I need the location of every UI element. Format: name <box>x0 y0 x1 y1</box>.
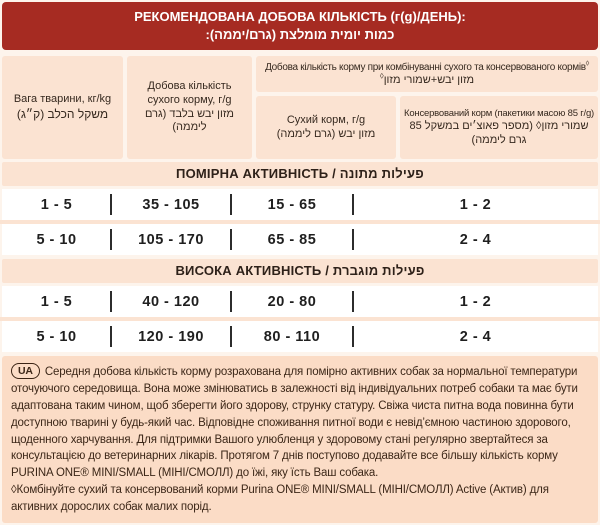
wet-pouches-cell: 2 - 4 <box>459 231 492 248</box>
dry-amount-cell: 35 - 105 <box>142 196 200 213</box>
weight-range-cell: 1 - 5 <box>40 293 73 310</box>
col-header-dry-only <box>127 56 252 159</box>
col-header-combo-wet-he: שמורי מזון◊ (מספר פאוצ׳ים במשקל 85 גרם ליממה) <box>409 119 589 146</box>
footnote-block <box>2 356 598 523</box>
column-divider <box>230 291 232 312</box>
column-divider <box>352 194 354 215</box>
footnote-diamond-icon: ◊ <box>379 70 384 80</box>
column-divider <box>352 229 354 250</box>
column-divider <box>352 326 354 347</box>
col-header-combo-dry-uk: Сухий корм, г/g <box>286 113 366 126</box>
combo-dry-cell: 15 - 65 <box>267 196 317 213</box>
dry-amount-cell: 120 - 190 <box>138 328 204 345</box>
recommended-daily-banner <box>2 2 598 50</box>
weight-range-cell: 1 - 5 <box>40 196 73 213</box>
col-header-combined-he: מזון יבש+שמורי מזון <box>383 73 475 86</box>
column-divider <box>230 194 232 215</box>
footnote-paragraph-1-wrap <box>11 363 589 482</box>
weight-range-cell: 5 - 10 <box>36 328 77 345</box>
col-header-combo-wet-uk: Консервований корм (пакетики масою 85 г/g) <box>404 107 594 119</box>
col-header-combined <box>256 56 598 92</box>
col-header-combined-uk: Добова кількість корму при комбінуванні сухого та консервованого кормів <box>265 61 586 73</box>
section-moderate-activity: ПОМІРНА АКТИВНІСТЬ / פעילות מתונה <box>2 162 598 186</box>
footnote-paragraph-1: Середня добова кількість корму розрахована для помірно активних собак за нормальної температури оточуючого середовища. Вона може змінюватись в залежності від індивідуальних потреб собаки та має бути адаптована таким чином, щоб зберегти його здорову, струнку статуру. Свіжа чиста питна вода повинна бути доступною тварині у будь-який час. Відповідне споживання питної води є невід’ємною частиною здорового, щоденного харчування. Для підтримки Вашого улюбленця у здоровому стані регулярно звертайтеся за консультацією до ветеринарних лікарів. Протягом 7 днів поступово додавайте все більшу кількість корму PURINA ONE® MINI/SMALL (МІНІ/СМОЛЛ) до їжі, яку їсть Ваш собака. <box>11 366 578 480</box>
col-header-combo-wet <box>400 96 598 159</box>
column-divider <box>110 229 112 250</box>
footnote-diamond-icon: ◊ <box>585 60 589 68</box>
col-header-weight <box>2 56 123 159</box>
column-divider <box>110 291 112 312</box>
col-header-combo-dry-he: מזון יבש (גרם ליממה) <box>276 127 376 140</box>
column-divider <box>230 326 232 347</box>
weight-range-cell: 5 - 10 <box>36 231 77 248</box>
column-divider <box>110 194 112 215</box>
section-high-activity: ВИСОКА АКТИВНІСТЬ / פעילות מוגברת <box>2 259 598 283</box>
col-header-dry-only-uk: Добова кількість сухого корму, г/g <box>147 80 232 106</box>
col-header-dry-only-he: מזון יבש בלבד (גרם ליממה) <box>145 107 234 134</box>
column-divider <box>230 229 232 250</box>
column-divider <box>352 291 354 312</box>
feeding-guide-label <box>0 2 600 525</box>
table-header <box>2 56 598 159</box>
dry-amount-cell: 40 - 120 <box>142 293 200 310</box>
banner-title-uk: РЕКОМЕНДОВАНА ДОБОВА КІЛЬКІСТЬ (г(g)/ДЕНЬ): <box>134 8 466 24</box>
table-row-high-2 <box>2 321 598 352</box>
dry-amount-cell: 105 - 170 <box>138 231 204 248</box>
table-row-high-1 <box>2 286 598 317</box>
ua-language-badge: UA <box>11 363 40 379</box>
banner-title-he: כמות יומית מומלצת (גרם/יממה): <box>205 26 395 42</box>
combo-dry-cell: 65 - 85 <box>267 231 317 248</box>
column-divider <box>110 326 112 347</box>
combo-dry-cell: 20 - 80 <box>267 293 317 310</box>
table-row-moderate-1 <box>2 189 598 220</box>
col-header-weight-uk: Вага тварини, кг/kg <box>13 93 112 106</box>
footnote-paragraph-2: ◊Комбінуйте сухий та консервований корми Purina ONE® MINI/SMALL (МІНІ/СМОЛЛ) Active (Актив) для активних дорослих собак малих порід. <box>11 484 549 514</box>
combo-dry-cell: 80 - 110 <box>263 328 321 345</box>
col-header-combo-dry <box>256 96 396 159</box>
wet-pouches-cell: 2 - 4 <box>459 328 492 345</box>
wet-pouches-cell: 1 - 2 <box>459 293 492 310</box>
wet-pouches-cell: 1 - 2 <box>459 196 492 213</box>
table-row-moderate-2 <box>2 224 598 255</box>
col-header-weight-he: משקל הכלב (ק״ג) <box>16 106 109 121</box>
